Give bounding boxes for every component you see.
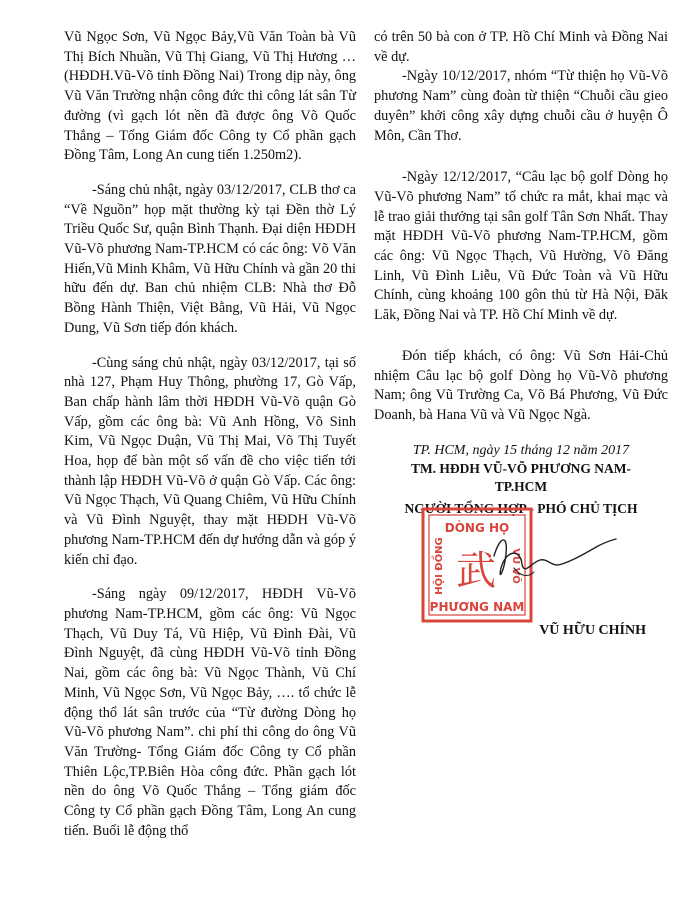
stamp-left-text: HỘI ĐỒNG (434, 537, 445, 595)
paragraph: -Cùng sáng chủ nhật, ngày 03/12/2017, tại số nhà 127, Phạm Huy Thông, phường 17, Gò Vấp, Ban chấp hành lâm thời HĐDH Vũ-Võ quận Gò Vấp, gồm các ông bà: Vũ Anh Hồng, Võ Sinh Kim, Vũ Ngọc Duận, Vũ Thị Mai, Võ Thị Tuyết Hoa, họp để bàn một số vấn đề cho việc tiến tới thành lập HĐDH Vũ-Võ ở quận Gò Vấp. Các ông: Vũ Ngọc Thạch, Vũ Quang Chiêm, Vũ Hữu Chính và Vũ Đình Nguyệt, thay mặt HĐDH Vũ-Võ phương Nam-TP.HCM đến dự hướng dẫn và góp ý kiến chỉ đạo. (64, 354, 356, 568)
paragraph: -Sáng ngày 09/12/2017, HĐDH Vũ-Võ phương Nam-TP.HCM, gồm các ông: Vũ Ngọc Thạch, Vũ Duy Tá, Vũ Hiệp, Vũ Đình Đài, Vũ Đình Nguyệt, đã cùng HĐDH Vũ-Võ tỉnh Đồng Nai, gồm các ông bà: Vũ Ngọc Thành, Vũ Chí Minh, Vũ Ngọc Sơn, Vũ Ngọc Bảy, …. tổ chức lễ động thổ lát sân trước của “Từ đường Dòng họ Vũ-Võ phương Nam”. chi phí thi công do ông Vũ Văn Trường- Tổng Giám đốc Công ty Cổ phần Thiên Lộc,TP.Biên Hòa công đức. Phần gạch lót nền do ông Võ Quốc Thắng – Tổng giám đốc Công ty Cổ phần gạch Đồng Tâm, Long An cung tiến. Buổi lễ động thổ (64, 586, 356, 839)
signature-date: TP. HCM, ngày 15 tháng 12 năm 2017 (412, 443, 630, 458)
signature-org-line2: TP.HCM (494, 479, 548, 494)
paragraph: -Ngày 10/12/2017, nhóm “Từ thiện họ Vũ-Võ phương Nam” cùng đoàn từ thiện “Chuỗi cầu gieo duyên” khởi công xây dựng chuỗi cầu ở huyện Ô Môn, Cần Thơ. (374, 68, 668, 144)
paragraph: Vũ Ngọc Sơn, Vũ Ngọc Bảy,Vũ Văn Toàn bà Vũ Thị Bích Nhuần, Vũ Thị Giang, Vũ Thị Hương …(HĐDH.Vũ-Võ tỉnh Đồng Nai) Trong dịp này, ông Vũ Văn Trường nhận công đức thi công lát sân Từ đường (vì gạch lót nền đã được ông Võ Quốc Thắng – Tổng Giám đốc Công ty Cổ phần gạch Đồng Tâm, Long An cung tiến 1.250m2). (64, 29, 356, 164)
right-column (374, 28, 668, 426)
paragraph: -Ngày 12/12/2017, “Câu lạc bộ golf Dòng họ Vũ-Võ phương Nam” tổ chức ra mắt, khai mạc và lễ trao giải thưởng tại sân golf Tân Sơn Nhất. Thay mặt HĐDH Vũ-Võ phương Nam-TP.HCM, gồm các ông: Vũ Ngọc Thạch, Vũ Hường, Võ Đăng Linh, Vũ Đình Liễu, Vũ Đức Toàn và Vũ Hữu Chính, cùng khoảng 100 gôn thủ từ Hà Nội, Đăk Lăk, Đồng Nai và TP. Hồ Chí Minh về dự. (374, 169, 668, 324)
signature-org-line1: TM. HĐDH VŨ-VÕ PHƯƠNG NAM- (410, 461, 632, 476)
left-column (64, 28, 356, 841)
paragraph: có trên 50 bà con ở TP. Hồ Chí Minh và Đồng Nai về dự. (374, 29, 668, 65)
stamp-bottom-text: PHƯƠNG NAM (429, 600, 525, 614)
stamp-center-glyph: 武 (456, 548, 496, 594)
stamp-right-text: VŨ VÕ (510, 548, 521, 584)
paragraph: Đón tiếp khách, có ông: Vũ Sơn Hải-Chủ nhiệm Câu lạc bộ golf Dòng họ Vũ-Võ phương Nam; ông Vũ Trường Ca, Võ Bá Phương, Vũ Đức Doanh, bà Hana Vũ và Vũ Ngọc Ngà. (374, 347, 668, 423)
signature-role: NGƯỜI TỔNG HỢP - PHÓ CHỦ TỊCH (404, 501, 638, 516)
red-seal-stamp (402, 506, 624, 624)
signer-name: VŨ HỮU CHÍNH (539, 623, 646, 638)
paragraph: -Sáng chủ nhật, ngày 03/12/2017, CLB thơ ca “Về Nguồn” họp mặt thường kỳ tại Đền thờ Lý Triều Quốc Sư, quận Bình Thạnh. Đại diện HĐDH Vũ-Võ phương Nam-TP.HCM có các ông: Võ Văn Hiến,Vũ Minh Khâm, Vũ Hữu Chính và gần 20 thi hữu đến dự. Ban chủ nhiệm CLB: Nhà thơ Đỗ Bồng Hành Thiện, Việt Bằng, Vũ Hải, Vũ Ngọc Dung, Vũ Sơn tiếp đón khách. (64, 181, 356, 336)
stamp-top-text: DÒNG HỌ (444, 521, 510, 535)
